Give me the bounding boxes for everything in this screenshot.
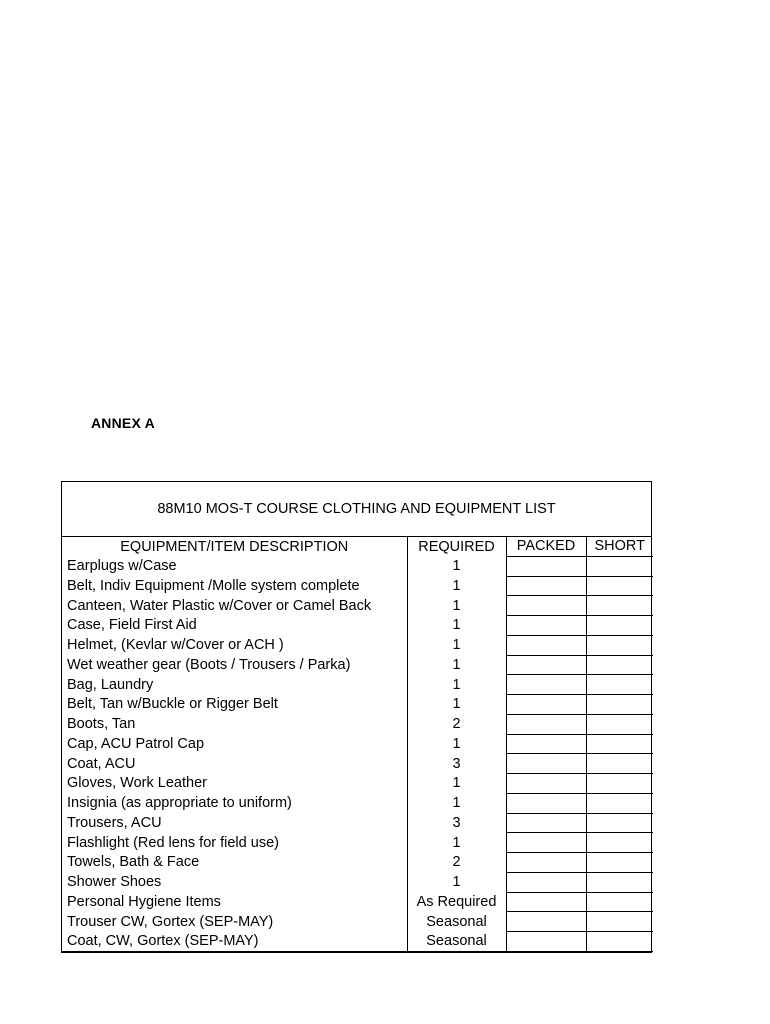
table-row (62, 616, 653, 636)
item-short-cell[interactable] (586, 872, 653, 892)
item-short-cell[interactable] (586, 675, 653, 695)
header-description: EQUIPMENT/ITEM DESCRIPTION (62, 537, 407, 556)
table-row (62, 892, 653, 912)
table-row (62, 912, 653, 932)
item-required: 1 (407, 734, 506, 754)
item-description: Helmet, (Kevlar w/Cover or ACH ) (62, 635, 407, 655)
item-description: Towels, Bath & Face (62, 853, 407, 873)
table-row (62, 734, 653, 754)
equipment-list-table (61, 481, 652, 953)
item-required: 1 (407, 556, 506, 576)
item-description: Canteen, Water Plastic w/Cover or Camel Back (62, 596, 407, 616)
item-packed-cell[interactable] (506, 695, 586, 715)
item-required: 2 (407, 714, 506, 734)
item-required: 1 (407, 675, 506, 695)
item-required: Seasonal (407, 932, 506, 952)
item-required: 1 (407, 616, 506, 636)
item-packed-cell[interactable] (506, 596, 586, 616)
table-row (62, 556, 653, 576)
item-short-cell[interactable] (586, 774, 653, 794)
item-description: Cap, ACU Patrol Cap (62, 734, 407, 754)
item-short-cell[interactable] (586, 734, 653, 754)
item-short-cell[interactable] (586, 616, 653, 636)
table-row (62, 714, 653, 734)
item-short-cell[interactable] (586, 932, 653, 952)
item-packed-cell[interactable] (506, 932, 586, 952)
item-packed-cell[interactable] (506, 833, 586, 853)
item-packed-cell[interactable] (506, 616, 586, 636)
item-description: Bag, Laundry (62, 675, 407, 695)
table-row (62, 793, 653, 813)
table-row (62, 932, 653, 952)
item-description: Boots, Tan (62, 714, 407, 734)
item-packed-cell[interactable] (506, 774, 586, 794)
item-required: 3 (407, 754, 506, 774)
item-short-cell[interactable] (586, 892, 653, 912)
item-required: 1 (407, 695, 506, 715)
item-required: 1 (407, 596, 506, 616)
item-description: Belt, Tan w/Buckle or Rigger Belt (62, 695, 407, 715)
item-required: 1 (407, 774, 506, 794)
table-row (62, 872, 653, 892)
item-packed-cell[interactable] (506, 872, 586, 892)
item-packed-cell[interactable] (506, 655, 586, 675)
item-short-cell[interactable] (586, 754, 653, 774)
table-row (62, 853, 653, 873)
item-short-cell[interactable] (586, 912, 653, 932)
item-packed-cell[interactable] (506, 754, 586, 774)
item-packed-cell[interactable] (506, 635, 586, 655)
table-row (62, 635, 653, 655)
item-packed-cell[interactable] (506, 675, 586, 695)
header-short: SHORT (586, 537, 653, 556)
item-packed-cell[interactable] (506, 734, 586, 754)
item-description: Wet weather gear (Boots / Trousers / Parka) (62, 655, 407, 675)
item-required: As Required (407, 892, 506, 912)
item-packed-cell[interactable] (506, 813, 586, 833)
item-required: 1 (407, 655, 506, 675)
equipment-table (62, 537, 653, 952)
item-description: Flashlight (Red lens for field use) (62, 833, 407, 853)
item-short-cell[interactable] (586, 556, 653, 576)
table-row (62, 695, 653, 715)
item-packed-cell[interactable] (506, 912, 586, 932)
item-short-cell[interactable] (586, 793, 653, 813)
item-required: 3 (407, 813, 506, 833)
item-description: Case, Field First Aid (62, 616, 407, 636)
item-required: 1 (407, 576, 506, 596)
header-required: REQUIRED (407, 537, 506, 556)
item-short-cell[interactable] (586, 714, 653, 734)
item-packed-cell[interactable] (506, 853, 586, 873)
item-required: 1 (407, 872, 506, 892)
annex-label: ANNEX A (91, 415, 155, 431)
item-description: Coat, CW, Gortex (SEP-MAY) (62, 932, 407, 952)
table-row (62, 655, 653, 675)
table-row (62, 813, 653, 833)
item-short-cell[interactable] (586, 576, 653, 596)
item-description: Personal Hygiene Items (62, 892, 407, 912)
table-row (62, 833, 653, 853)
item-description: Trouser CW, Gortex (SEP-MAY) (62, 912, 407, 932)
item-packed-cell[interactable] (506, 892, 586, 912)
item-description: Coat, ACU (62, 754, 407, 774)
item-short-cell[interactable] (586, 596, 653, 616)
item-packed-cell[interactable] (506, 576, 586, 596)
item-short-cell[interactable] (586, 833, 653, 853)
item-description: Shower Shoes (62, 872, 407, 892)
item-packed-cell[interactable] (506, 714, 586, 734)
item-required: Seasonal (407, 912, 506, 932)
item-short-cell[interactable] (586, 655, 653, 675)
table-row (62, 754, 653, 774)
item-description: Trousers, ACU (62, 813, 407, 833)
item-packed-cell[interactable] (506, 556, 586, 576)
item-required: 2 (407, 853, 506, 873)
header-packed: PACKED (506, 537, 586, 556)
table-row (62, 596, 653, 616)
item-description: Gloves, Work Leather (62, 774, 407, 794)
header-row (62, 537, 653, 556)
item-description: Insignia (as appropriate to uniform) (62, 793, 407, 813)
item-short-cell[interactable] (586, 813, 653, 833)
item-description: Earplugs w/Case (62, 556, 407, 576)
item-short-cell[interactable] (586, 635, 653, 655)
item-short-cell[interactable] (586, 695, 653, 715)
item-required: 1 (407, 833, 506, 853)
item-required: 1 (407, 635, 506, 655)
list-title: 88M10 MOS-T COURSE CLOTHING AND EQUIPMENT LIST (62, 482, 651, 537)
table-row (62, 675, 653, 695)
table-row (62, 576, 653, 596)
item-packed-cell[interactable] (506, 793, 586, 813)
item-short-cell[interactable] (586, 853, 653, 873)
item-required: 1 (407, 793, 506, 813)
table-row (62, 774, 653, 794)
item-description: Belt, Indiv Equipment /Molle system complete (62, 576, 407, 596)
